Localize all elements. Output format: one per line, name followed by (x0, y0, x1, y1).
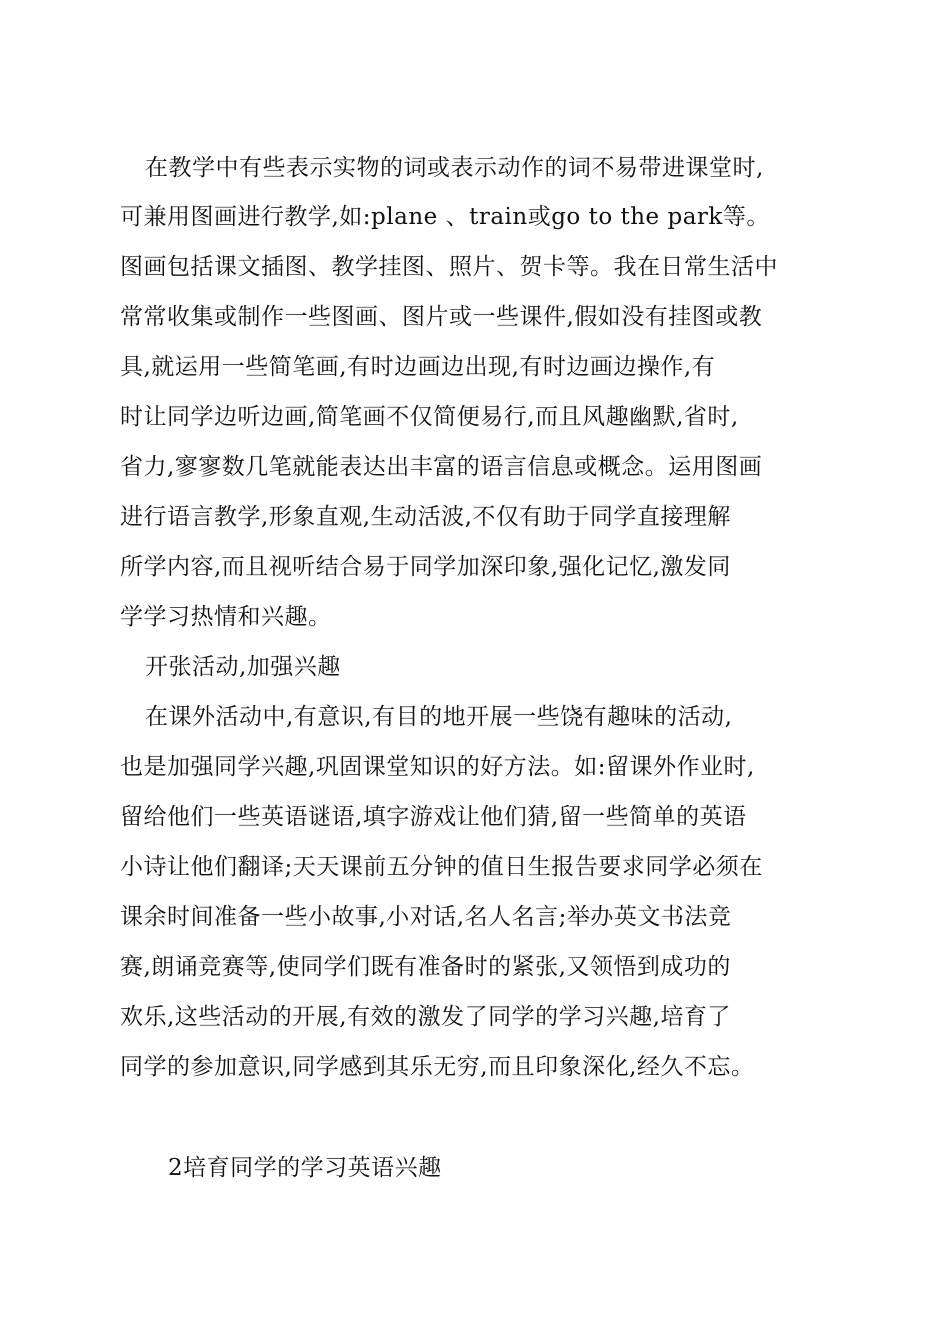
paragraph-2-line-8: 同学的参加意识,同学感到其乐无穷,而且印象深化,经久不忘。 (120, 1054, 755, 1080)
paragraph-1-line-9: 所学内容,而且视听结合易于同学加深印象,强化记忆,激发同 (120, 554, 731, 580)
paragraph-1-line-7: 省力,寥寥数几笔就能表达出丰富的语言信息或概念。运用图画 (120, 454, 763, 480)
numbered-heading: 2培育同学的学习英语兴趣 (168, 1155, 442, 1181)
paragraph-2-line-3: 留给他们一些英语谜语,填字游戏让他们猜,留一些简单的英语 (120, 804, 747, 830)
paragraph-1-line-6: 时让同学边听边画,简笔画不仅简便易行,而且风趣幽默,省时, (120, 404, 739, 430)
paragraph-2-line-2: 也是加强同学兴趣,巩固课堂知识的好方法。如:留课外作业时, (120, 754, 755, 780)
paragraph-1-line-10: 学学习热情和兴趣。 (120, 604, 332, 630)
paragraph-2-line-7: 欢乐,这些活动的开展,有效的激发了同学的学习兴趣,培育了 (120, 1004, 731, 1030)
paragraph-1-line-4: 常常收集或制作一些图画、图片或一些课件,假如没有挂图或教 (120, 304, 763, 330)
paragraph-1-line-1: 在教学中有些表示实物的词或表示动作的词不易带进课堂时, (145, 155, 764, 181)
paragraph-1-line-5: 具,就运用一些简笔画,有时边画边出现,有时边画边操作,有 (120, 354, 716, 380)
paragraph-2-line-4: 小诗让他们翻译;天天课前五分钟的值日生报告要求同学必须在 (120, 854, 763, 880)
paragraph-1-line-8: 进行语言教学,形象直观,生动活波,不仅有助于同学直接理解 (120, 504, 731, 530)
paragraph-1-line-3: 图画包括课文插图、教学挂图、照片、贺卡等。我在日常生活中 (120, 254, 778, 280)
paragraph-2-line-1: 在课外活动中,有意识,有目的地开展一些饶有趣味的活动, (145, 704, 733, 730)
paragraph-2-line-5: 课余时间准备一些小故事,小对话,名人名言;举办英文书法竞 (120, 904, 732, 930)
section-heading: 开张活动,加强兴趣 (145, 654, 341, 680)
paragraph-2-line-6: 赛,朗诵竞赛等,使同学们既有准备时的紧张,又领悟到成功的 (120, 954, 731, 980)
paragraph-1-line-2: 可兼用图画进行教学,如:plane 、train或go to the park等。 (120, 204, 770, 230)
